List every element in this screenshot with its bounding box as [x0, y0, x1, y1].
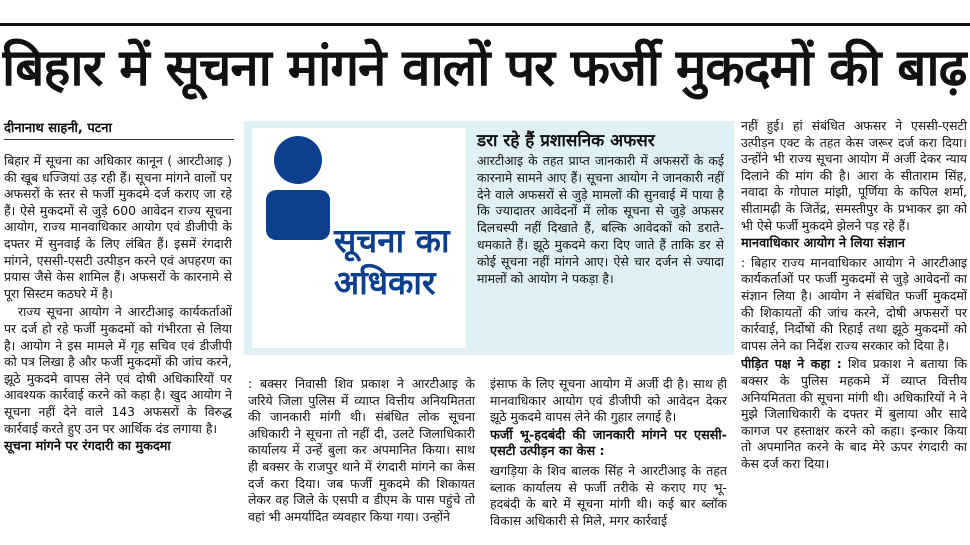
article-column-3: [490, 376, 727, 545]
rti-logo: [252, 128, 466, 348]
info-box-body: आरटीआइ के तहत प्राप्त जानकारी में अफसरों के कई कारनामे सामने आए हैं। सूचना आयोग ने जानकारी नहीं देने वाले अफसरों से जुड़े मामलों की सुनवाई में पाया है कि ज्यादातर आवेदनों में लोक सूचना से जुड़े अफसर दिलचस्पी नहीं दिखाते हैं, बल्कि आवेदकों को डराते-धमकाते हैं। झूठे मुकदमे करा दिए जाते हैं ताकि डर से कोई सूचना नहीं मांगने आए। ऐसे चार दर्जन से ज्यादा मामलों को आयोग ने पकड़ा है।: [477, 153, 724, 286]
paragraph-text: शिव प्रकाश ने बताया कि बक्सर के पुलिस महकमे में व्याप्त वित्तीय अनियमितता की सूचना मांगी थी। अधिकारियों ने ने मुझे जिलाधिकारी के दफ्तर में बुलाया और सादे कागज पर हस्ताक्षर करने को कहा। इन्कार किया तो अपमानित करने के बाद मेरे ऊपर रंगदारी का केस दर्ज करा दिया।: [741, 356, 967, 471]
paragraph-with-lead: [741, 356, 967, 472]
paragraph: नहीं हुई। हां संबंधित अफसर ने एससी-एसटी उत्पीड़न एक्ट के तहत केस जरूर दर्ज करा दिया। उन्होंने भी राज्य सूचना आयोग में अर्जी देकर न्याय दिलाने की मांग की है। आरा के सीताराम सिंह, नवादा के गोपाल मांझी, पूर्णिया के कपिल शर्मा, सीतामढ़ी के जितेंद्र, समस्तीपुर के प्रभाकर झा को भी ऐसे फर्जी मुकदमे झेलने पड़ रहे हैं।: [741, 118, 967, 233]
headline: बिहार में सूचना मांगने वालों पर फर्जी मुकदमों की बाढ़: [2, 39, 967, 98]
subheading: सूचना मांगने पर रंगदारी का मुकदमा: [4, 439, 171, 455]
subheading: फर्जी भू-हदबंदी की जानकारी मांगने पर एससी-एसटी उत्पीड़न का केस :: [490, 427, 727, 460]
subheading-inline: पीड़ित पक्ष ने कहा :: [741, 356, 842, 372]
top-rule: [0, 0, 970, 26]
person-icon: [258, 132, 338, 242]
article-column-4: [741, 118, 967, 545]
subheading: मानवाधिकार आयोग ने लिया संज्ञान: [741, 236, 905, 252]
paragraph: खगड़िया के शिव बालक सिंह ने आरटीआइ के तहत ब्लाक कार्यालय से फर्जी तरीके से कराए गए भू-हदबंदी के बारे में सूचना मांगी थी। कई बार ब्लॉक विकास अधिकारी से मिले, मगर कार्रवाई: [490, 462, 727, 528]
article-column-1: [4, 153, 232, 545]
paragraph: : बक्सर निवासी शिव प्रकाश ने आरटीआइ के जरिये जिला पुलिस में व्याप्त वित्तीय अनियमितता की जानकारी मांगी थी। संबंधित लोक सूचना अधिकारी ने सूचना तो नहीं दी, उलटे जिलाधिकारी कार्यालय में उन्हें बुला कर अपमानित किया। साथ ही बक्सर के राजपुर थाने में रंगदारी मांगने का केस दर्ज करा दिया। जब फर्जी मुकदमे की शिकायत लेकर वह जिले के एसपी व डीएम के पास पहुंचे तो वहां भी अमर्यादित व्यवहार किया गया। उन्होंने: [248, 376, 475, 524]
byline: दीनानाथ साहनी, पटना: [4, 121, 112, 136]
paragraph: : बिहार राज्य मानवाधिकार आयोग ने आरटीआइ कार्यकर्ताओं पर फर्जी मुकदमों से जुड़े आवेदनों का संज्ञान लिया है। आयोग ने संबंधित फर्जी मुकदमों की शिकायतों की जांच करने, दोषी अफसरों पर कार्रवाई, निर्दोषों की रिहाई तथा झूठे मुकदमों को वापस लेने का निर्देश राज्य सरकार को दिया है।: [741, 254, 967, 353]
paragraph: बिहार में सूचना का अधिकार कानून ( आरटीआइ ) की खूब धज्जियां उड़ रही हैं। सूचना मांगने वालों पर अफसरों के स्तर से फर्जी मुकदमे दर्ज कराए जा रहे हैं। ऐसे मुकदमों से जुड़े 600 आवेदन राज्य सूचना आयोग, राज्य मानवाधिकार आयोग एवं डीजीपी के दफ्तर में सुनवाई के लिए लंबित हैं। इसमें रंगदारी मांगने, एससी-एसटी उत्पीड़न करने एवं अपहरण का प्रयास जैसे केस शामिल हैं। अफसरों के कारनामे से पूरा सिस्टम कठघरे में है।: [4, 153, 232, 301]
info-box-title: डरा रहे हैं प्रशासनिक अफसर: [477, 131, 655, 151]
paragraph: राज्य सूचना आयोग ने आरटीआइ कार्यकर्ताओं पर दर्ज हो रहे फर्जी मुकदमों को गंभीरता से लिया है। आयोग ने इस मामले में गृह सचिव एवं डीजीपी को पत्र लिखा है और फर्जी मुकदमों की जांच करने, झूठे मुकदमे वापस लेने एवं दोषी अधिकारियों पर आवश्यक कार्रवाई करने को कहा है। खुद आयोग ने सूचना नहीं देने वाले 143 अफसरों के विरुद्ध कार्रवाई करते हुए उन पर आर्थिक दंड लगाया है।: [4, 304, 232, 436]
article-column-2: [248, 376, 475, 545]
paragraph: इंसाफ के लिए सूचना आयोग में अर्जी दी है। साथ ही मानवाधिकार आयोग एवं डीजीपी को आवेदन देकर झूठे मुकदमे वापस लेने की गुहार लगाई है।: [490, 376, 727, 425]
logo-text: सूचना का अधिकार: [334, 221, 450, 302]
byline-divider: [4, 139, 234, 140]
